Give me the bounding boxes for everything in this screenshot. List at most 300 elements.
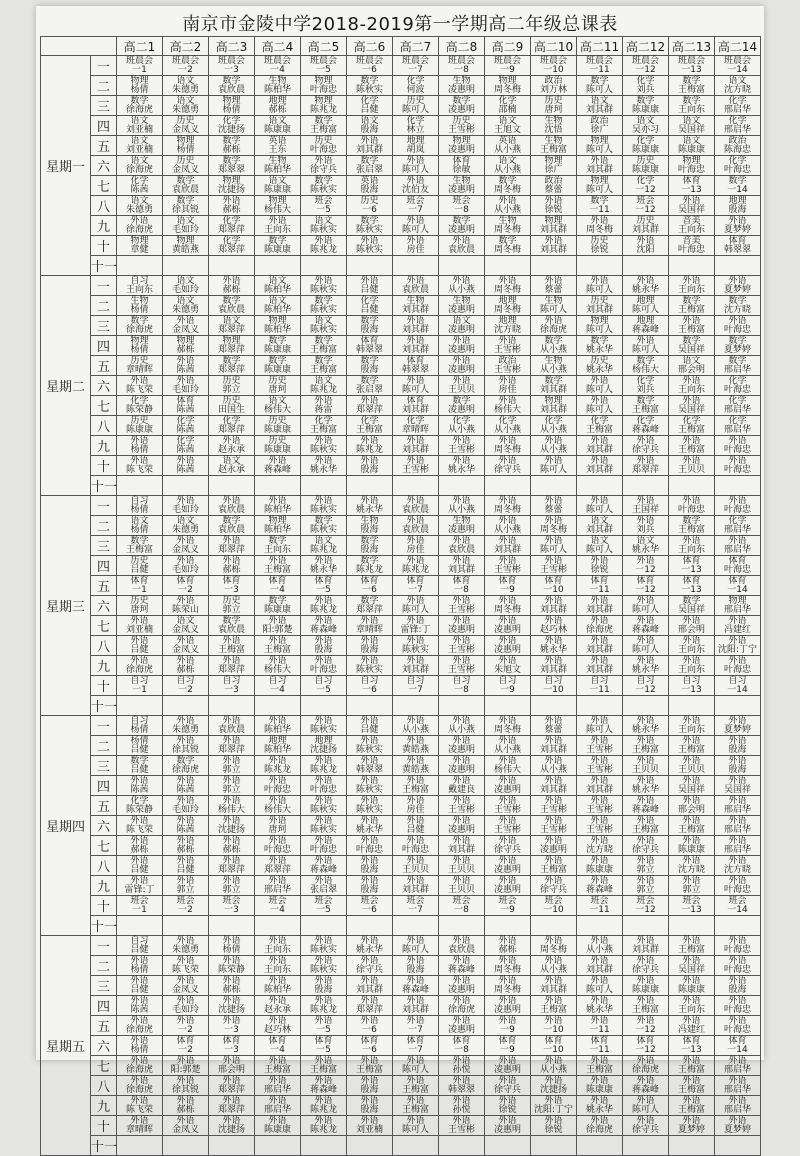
schedule-cell [117, 956, 163, 976]
schedule-cell [347, 896, 393, 916]
subject-text: 外语 [590, 956, 609, 966]
schedule-cell [715, 1096, 761, 1116]
subject-text: 外语 [498, 836, 517, 846]
schedule-cell [117, 596, 163, 616]
teacher-text: 一14 [727, 684, 748, 695]
schedule-cell [577, 96, 623, 116]
subject-text: 外语 [360, 716, 379, 726]
period-label: 八 [91, 636, 117, 656]
teacher-text: 徐守兵 [631, 964, 659, 975]
teacher-text: 刘其群 [585, 104, 613, 115]
subject-text: 外语 [452, 556, 471, 566]
schedule-cell [715, 336, 761, 356]
teacher-text: 朱德勇 [171, 304, 199, 315]
schedule-cell [485, 236, 531, 256]
subject-text: 外语 [498, 1056, 517, 1066]
subject-text: 自习 [176, 676, 195, 686]
teacher-text: 陈秋实 [309, 184, 337, 195]
period-label: 三 [91, 756, 117, 776]
teacher-text: 郝栎 [176, 344, 195, 355]
schedule-cell [209, 696, 255, 716]
teacher-text: 王向东 [263, 224, 291, 235]
teacher-text: 刘其群 [631, 944, 659, 955]
teacher-text: 一5 [316, 64, 331, 75]
subject-text: 数学 [360, 536, 379, 546]
schedule-cell [577, 156, 623, 176]
schedule-cell [347, 1076, 393, 1096]
schedule-cell [577, 716, 623, 736]
subject-text: 外语 [130, 836, 149, 846]
schedule-cell [209, 536, 255, 556]
teacher-text: 王梅富 [263, 1064, 291, 1075]
subject-text: 外语 [360, 1076, 379, 1086]
subject-text: 外语 [406, 436, 425, 446]
subject-text: 外语 [452, 736, 471, 746]
subject-text: 外语 [176, 936, 195, 946]
period-label: 十一 [91, 916, 117, 936]
subject-text: 化学 [360, 96, 379, 106]
schedule-cell [623, 856, 669, 876]
teacher-text: 一4 [270, 584, 285, 595]
subject-text: 班会 [728, 896, 747, 906]
schedule-cell [485, 316, 531, 336]
schedule-cell [669, 1016, 715, 1036]
schedule-cell [393, 796, 439, 816]
teacher-text: 陈康康 [263, 604, 291, 615]
schedule-cell [669, 696, 715, 716]
teacher-text: 王向东 [263, 964, 291, 975]
subject-text: 语文 [176, 616, 195, 626]
schedule-cell [439, 1036, 485, 1056]
subject-text: 外语 [176, 1016, 195, 1026]
teacher-text: 陈柏华 [263, 504, 291, 515]
schedule-cell [439, 476, 485, 496]
schedule-cell [715, 416, 761, 436]
schedule-cell [209, 996, 255, 1016]
schedule-cell [577, 836, 623, 856]
teacher-text: 姚永华 [631, 284, 659, 295]
teacher-text: 陈秋实 [355, 244, 383, 255]
teacher-text: 蒋森峰 [585, 884, 613, 895]
subject-text: 地理 [314, 736, 333, 746]
teacher-text: 郭立 [222, 884, 241, 895]
subject-text: 外语 [498, 456, 517, 466]
teacher-text: 黄皓燕 [171, 244, 199, 255]
subject-text: 地理 [268, 96, 287, 106]
schedule-cell [485, 76, 531, 96]
teacher-text: 邢启华 [723, 1104, 751, 1115]
schedule-cell [301, 416, 347, 436]
schedule-cell [669, 736, 715, 756]
teacher-text: 刘其群 [585, 784, 613, 795]
schedule-cell [439, 516, 485, 536]
schedule-cell [347, 96, 393, 116]
schedule-cell [439, 736, 485, 756]
schedule-cell [117, 916, 163, 936]
schedule-cell [255, 776, 301, 796]
schedule-cell [439, 356, 485, 376]
subject-text: 化学 [406, 116, 425, 126]
schedule-cell [347, 736, 393, 756]
subject-text: 外语 [590, 776, 609, 786]
teacher-text: 殷海 [406, 964, 425, 975]
teacher-text: 王雪彬 [585, 744, 613, 755]
teacher-text: 陈可人 [585, 324, 613, 335]
schedule-cell [439, 656, 485, 676]
teacher-text: 叶海忠 [723, 444, 751, 455]
schedule-cell [255, 796, 301, 816]
schedule-cell [301, 296, 347, 316]
subject-text: 班晨会 [125, 56, 153, 66]
schedule-cell [347, 556, 393, 576]
schedule-cell [531, 1116, 577, 1136]
teacher-text: 王雪彬 [585, 764, 613, 775]
schedule-cell [255, 576, 301, 596]
period-label: 二 [91, 296, 117, 316]
teacher-text: 周冬梅 [493, 504, 521, 515]
teacher-text: 王贝贝 [447, 884, 475, 895]
schedule-cell [255, 856, 301, 876]
subject-text: 外语 [682, 716, 701, 726]
schedule-cell [393, 416, 439, 436]
schedule-cell [301, 556, 347, 576]
teacher-text: 陈康康 [585, 864, 613, 875]
teacher-text: 刘其群 [631, 224, 659, 235]
schedule-cell [301, 676, 347, 696]
subject-text: 外语 [222, 1096, 241, 1106]
teacher-text: 金凤义 [171, 324, 199, 335]
teacher-text: 一6 [362, 1024, 377, 1035]
schedule-cell [393, 516, 439, 536]
subject-text: 外语 [130, 816, 149, 826]
subject-text: 外语 [728, 1116, 747, 1126]
teacher-text: 叶海忠 [723, 464, 751, 475]
teacher-text: 一8 [454, 684, 469, 695]
subject-text: 物理 [176, 136, 195, 146]
schedule-cell [715, 816, 761, 836]
subject-text: 化学 [728, 156, 747, 166]
schedule-cell [623, 756, 669, 776]
schedule-cell [209, 316, 255, 336]
teacher-text: 杨倩 [222, 944, 241, 955]
subject-text: 外语 [636, 776, 655, 786]
teacher-text: 王雪彬 [447, 804, 475, 815]
subject-text: 外语 [268, 996, 287, 1006]
subject-text: 体育 [406, 576, 425, 586]
schedule-cell [715, 156, 761, 176]
schedule-cell [209, 456, 255, 476]
teacher-text: 徐海虎 [171, 764, 199, 775]
schedule-cell [715, 56, 761, 76]
subject-text: 杨倩 [130, 736, 149, 746]
teacher-text: 陈秋实 [309, 824, 337, 835]
subject-text: 外语 [498, 796, 517, 806]
subject-text: 外语 [544, 796, 563, 806]
teacher-text: 一10 [543, 904, 564, 915]
teacher-text: 王梅富 [585, 424, 613, 435]
schedule-cell [485, 656, 531, 676]
teacher-text: 从小燕 [539, 444, 567, 455]
schedule-cell [669, 836, 715, 856]
subject-text: 自习 [498, 676, 517, 686]
teacher-text: 叶海忠 [723, 384, 751, 395]
teacher-text: 陈康康 [263, 424, 291, 435]
subject-text: 外语 [498, 516, 517, 526]
teacher-text: 刘其群 [585, 644, 613, 655]
subject-text: 历史 [452, 116, 471, 126]
teacher-text: 吴国祥 [677, 604, 705, 615]
period-label: 四 [91, 116, 117, 136]
subject-text: 历史 [130, 556, 149, 566]
schedule-cell [669, 296, 715, 316]
schedule-cell [347, 1116, 393, 1136]
teacher-text: 凌惠明 [447, 84, 475, 95]
subject-text: 外语 [314, 636, 333, 646]
subject-text: 外语 [268, 1056, 287, 1066]
schedule-cell [623, 776, 669, 796]
subject-text: 外语 [360, 1056, 379, 1066]
schedule-cell [439, 1016, 485, 1036]
schedule-cell [393, 156, 439, 176]
schedule-cell [485, 96, 531, 116]
teacher-text: 王梅富 [309, 364, 337, 375]
schedule-cell [531, 1036, 577, 1056]
schedule-cell [531, 616, 577, 636]
teacher-text: 陈茜 [176, 444, 195, 455]
teacher-text: 叶海忠 [309, 844, 337, 855]
schedule-cell [393, 776, 439, 796]
teacher-text: 陈可人 [401, 1064, 429, 1075]
subject-text: 政治 [544, 176, 563, 186]
schedule-cell [623, 796, 669, 816]
teacher-text: 徐广 [544, 164, 563, 175]
schedule-cell [623, 896, 669, 916]
teacher-text: 一11 [589, 204, 610, 215]
period-label: 四 [91, 776, 117, 796]
schedule-cell [485, 876, 531, 896]
subject-text: 外语 [590, 156, 609, 166]
teacher-text: 一11 [589, 1024, 610, 1035]
teacher-text: 一10 [543, 64, 564, 75]
teacher-text: 陈秋实 [309, 524, 337, 535]
teacher-text: 一4 [270, 904, 285, 915]
schedule-cell [117, 236, 163, 256]
schedule-cell [531, 696, 577, 716]
teacher-text: 刘其群 [585, 304, 613, 315]
subject-text: 外语 [452, 656, 471, 666]
subject-text: 外语 [728, 996, 747, 1006]
subject-text: 外语 [728, 836, 747, 846]
subject-text: 体育 [176, 396, 195, 406]
teacher-text: 叶海忠 [677, 244, 705, 255]
schedule-cell [393, 696, 439, 716]
schedule-cell [255, 616, 301, 636]
teacher-text: 陈秋实 [309, 324, 337, 335]
subject-text: 自习 [360, 676, 379, 686]
schedule-cell [255, 676, 301, 696]
subject-text: 外语 [406, 776, 425, 786]
teacher-text: 刘其群 [585, 964, 613, 975]
schedule-cell [117, 716, 163, 736]
subject-text: 外语 [636, 636, 655, 646]
subject-text: 外语 [406, 1056, 425, 1066]
schedule-cell [301, 496, 347, 516]
schedule-cell [255, 976, 301, 996]
teacher-text: 吕健 [360, 724, 379, 735]
schedule-cell [623, 1056, 669, 1076]
schedule-cell [347, 696, 393, 716]
subject-text: 外语 [636, 496, 655, 506]
teacher-text: 陈可人 [585, 384, 613, 395]
subject-text: 化学 [176, 436, 195, 446]
teacher-text: 邢启华 [723, 364, 751, 375]
schedule-cell [163, 976, 209, 996]
teacher-text: 杨伟大 [631, 364, 659, 375]
subject-text: 外语 [452, 1116, 471, 1126]
subject-text: 外语 [682, 456, 701, 466]
subject-text: 外语 [360, 876, 379, 886]
schedule-cell [163, 996, 209, 1016]
teacher-text: 叶海忠 [723, 1004, 751, 1015]
schedule-cell [163, 1016, 209, 1036]
teacher-text: 叶海忠 [677, 504, 705, 515]
subject-text: 外语 [544, 716, 563, 726]
schedule-cell [117, 1036, 163, 1056]
subject-text: 外语 [544, 276, 563, 286]
teacher-text: 王雪彬 [493, 364, 521, 375]
teacher-text: 姚永华 [631, 664, 659, 675]
subject-text: 体育 [268, 1036, 287, 1046]
schedule-cell [531, 576, 577, 596]
teacher-text: 一2 [178, 1024, 193, 1035]
schedule-cell [531, 356, 577, 376]
period-row [41, 856, 761, 876]
teacher-text: 刘其群 [401, 1004, 429, 1015]
schedule-cell [669, 1136, 715, 1156]
teacher-text: 陈康康 [631, 164, 659, 175]
schedule-cell [715, 696, 761, 716]
subject-text: 数学 [314, 516, 333, 526]
period-label: 三 [91, 536, 117, 556]
subject-text: 数学 [268, 536, 287, 546]
subject-text: 外语 [268, 656, 287, 666]
schedule-cell [117, 356, 163, 376]
schedule-cell [577, 376, 623, 396]
schedule-cell [209, 56, 255, 76]
period-row [41, 576, 761, 596]
subject-text: 外语 [636, 996, 655, 1006]
schedule-cell [715, 276, 761, 296]
teacher-text: 邢启华 [263, 884, 291, 895]
schedule-cell [623, 476, 669, 496]
schedule-cell [347, 216, 393, 236]
subject-text: 物理 [590, 316, 609, 326]
teacher-text: 叶海忠 [723, 564, 751, 575]
teacher-text: 从小燕 [447, 504, 475, 515]
teacher-text: 凌惠明 [447, 1024, 475, 1035]
subject-text: 外语 [452, 376, 471, 386]
teacher-text: 刘其群 [401, 664, 429, 675]
teacher-text: 刘其群 [401, 304, 429, 315]
schedule-cell [577, 1036, 623, 1056]
teacher-text: 一5 [316, 904, 331, 915]
teacher-text: 王梅富 [125, 544, 153, 555]
schedule-cell [669, 996, 715, 1016]
teacher-text: 叶海忠 [401, 844, 429, 855]
subject-text: 班会 [268, 896, 287, 906]
period-row [41, 1096, 761, 1116]
teacher-text: 陈秋实 [309, 804, 337, 815]
subject-text: 语文 [130, 136, 149, 146]
schedule-cell [255, 596, 301, 616]
teacher-text: 韩翠翠 [447, 1084, 475, 1095]
teacher-text: 陈康康 [677, 984, 705, 995]
subject-text: 外语 [544, 596, 563, 606]
schedule-cell [117, 1116, 163, 1136]
teacher-text: 陈秋实 [355, 804, 383, 815]
subject-text: 自习 [590, 676, 609, 686]
teacher-text: 蔡蕾 [544, 504, 563, 515]
teacher-text: 殷海 [360, 364, 379, 375]
schedule-cell [301, 756, 347, 776]
schedule-cell [485, 276, 531, 296]
schedule-cell [255, 1136, 301, 1156]
subject-text: 外语 [222, 1116, 241, 1126]
schedule-cell [347, 936, 393, 956]
subject-text: 外语 [360, 856, 379, 866]
schedule-cell [485, 296, 531, 316]
schedule-cell [347, 196, 393, 216]
period-label: 十一 [91, 696, 117, 716]
subject-text: 外语 [682, 316, 701, 326]
schedule-cell [577, 136, 623, 156]
teacher-text: 朱德勇 [171, 524, 199, 535]
teacher-text: 刘其群 [585, 444, 613, 455]
teacher-text: 从小燕 [539, 764, 567, 775]
subject-text: 生物 [452, 176, 471, 186]
teacher-text: 陈秋实 [355, 224, 383, 235]
teacher-text: 从小燕 [401, 724, 429, 735]
subject-text: 语文 [360, 116, 379, 126]
teacher-text: 一13 [681, 64, 702, 75]
teacher-text: 沈捷扬 [217, 184, 245, 195]
teacher-text: 陈秋实 [309, 944, 337, 955]
subject-text: 物理 [590, 136, 609, 146]
subject-text: 地理 [728, 196, 747, 206]
teacher-text: 陈柏华 [263, 164, 291, 175]
schedule-cell [255, 936, 301, 956]
subject-text: 外语 [222, 276, 241, 286]
teacher-text: 凌惠明 [447, 144, 475, 155]
schedule-cell [715, 556, 761, 576]
teacher-text: 郑翠翠 [217, 164, 245, 175]
subject-text: 语文 [176, 216, 195, 226]
subject-text: 数学 [498, 176, 517, 186]
teacher-text: 陈秋实 [309, 284, 337, 295]
schedule-cell [439, 896, 485, 916]
subject-text: 外语 [222, 876, 241, 886]
schedule-cell [439, 976, 485, 996]
teacher-text: 王雪彬 [493, 564, 521, 575]
subject-text: 外语 [544, 236, 563, 246]
schedule-cell [393, 716, 439, 736]
schedule-cell [255, 216, 301, 236]
subject-text: 语文 [176, 516, 195, 526]
schedule-cell [439, 136, 485, 156]
teacher-text: 吴国祥 [677, 204, 705, 215]
schedule-cell [209, 276, 255, 296]
subject-text: 数学 [728, 176, 747, 186]
